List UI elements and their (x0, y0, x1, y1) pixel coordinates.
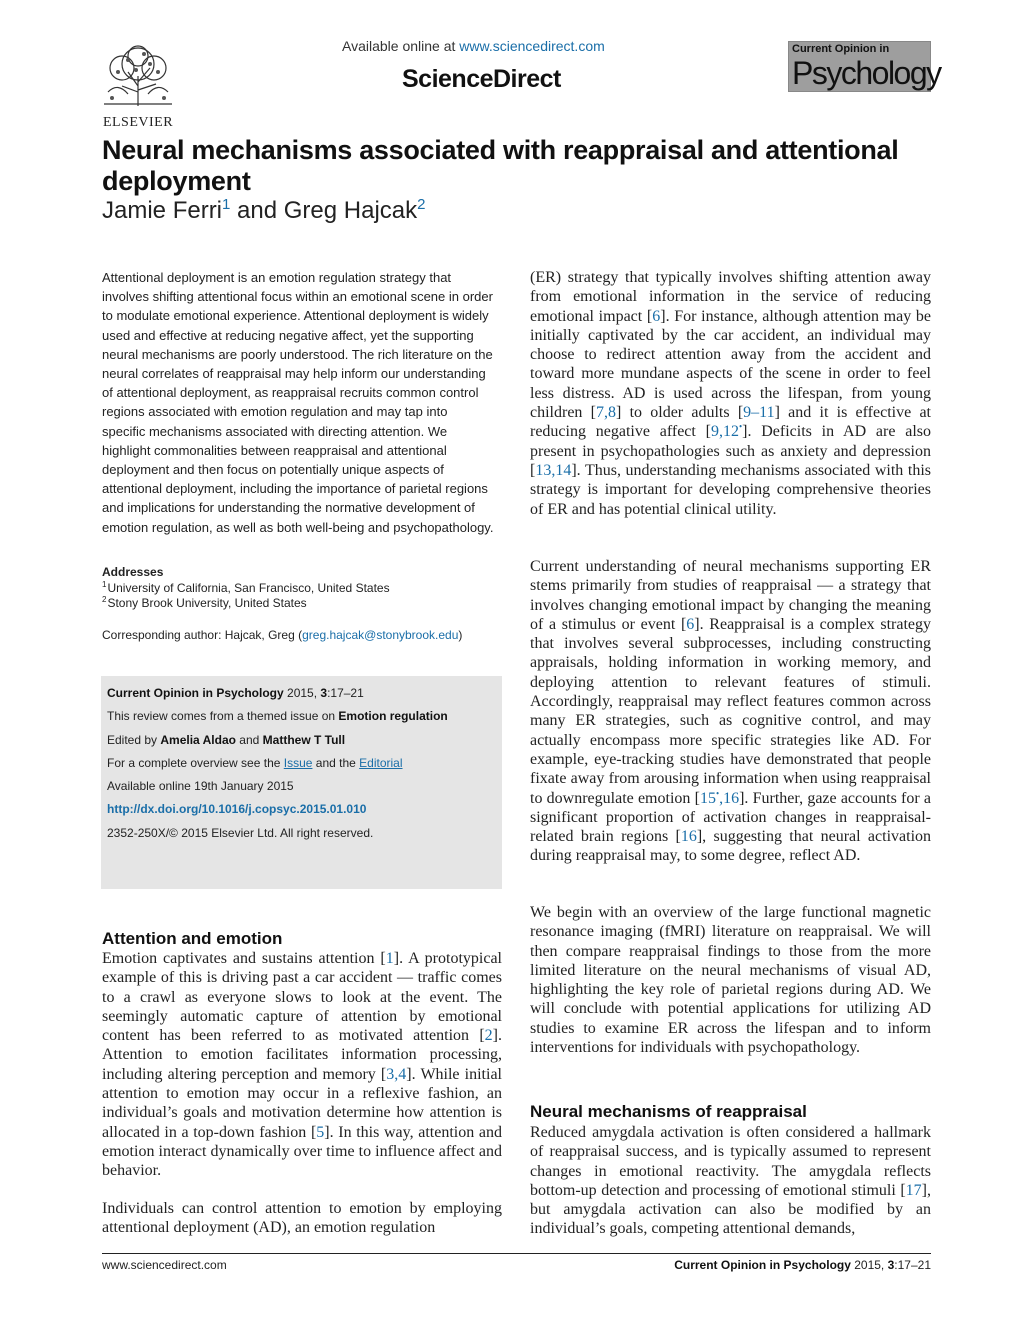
body-paragraph: We begin with an overview of the large functional magnetic resonance imaging (fMRI) literature on reappraisal. We will then compare reappraisal findings to those from the more limited literature on the neural mechanisms of visual AD, highlighting the key role of parietal regions during AD. We will conclude with potential applications for utilizing AD studies to examine ER across the lifespan and to inform interventions for individuals with psychopathology. (530, 904, 931, 1057)
address-2: $^2$ Stony Brook University, United States (102, 595, 307, 610)
themed-issue-line: This review comes from a themed issue on Emotion regulation (107, 709, 448, 724)
address-1: $^1$ University of California, San Francisco, United States (102, 579, 390, 595)
body-paragraph: (ER) strategy that typically involves shifting attention away from emotional information in the service of reducing emotional impact [6]. For instance, although attention may be initially captivated by the car accident, an individual may choose to redirect attention away from the accident and toward more mundane aspects of the scene in order to feel less distress. AD is used across the lifespan, from young children [7,8] to older adults [9–11] and it is effective at reducing negative affect [9,12•]. Deficits in AD are also present in psychopathologies such as anxiety and depression [13,14]. Thus, understanding mechanisms associated with this strategy is important for developing comprehensive theories of ER and has potential clinical utility. (530, 269, 932, 518)
overview-line: For a complete overview see the Issue and the Editorial (107, 755, 403, 770)
article-title: Neural mechanisms associated with reappraisal and attentional deployment (102, 135, 899, 196)
author-2: Greg Hajcak (283, 197, 418, 224)
available-online-line (342, 38, 605, 54)
copyright: 2352-250X/© 2015 Elsevier Ltd. All right reserved. (107, 825, 374, 840)
corresponding-author: Corresponding author: Hajcak, Greg (greg.hajcak@stonybrook.edu) (102, 628, 463, 642)
addresses-heading: Addresses (102, 565, 164, 579)
author-separator: and (230, 197, 284, 224)
journal-logo (788, 41, 941, 92)
elsevier-logo (98, 42, 182, 128)
section-heading-attention: Attention and emotion (102, 929, 283, 948)
abstract: Attentional deployment is an emotion regulation strategy that involves shifting attentional focus within an emotional scene in order to modulate emotional experience. Attentional deployment is widely used and effective at reducing negative affect, yet the supporting neural mechanisms are poorly understood. The rich literature on the neural correlates of reappraisal may help inform our understanding of attentional deployment, as reappraisal recruits common control regions associated with emotion regulation and may tap into specific mechanisms associated with directing attention. We highlight commonalities between reappraisal and attentional deployment and then focus on potentially unique aspects of attentional deployment, including the importance of parietal regions and implications for understanding the normative development of emotion regulation, as well as both well-being and psychopathology. (102, 270, 494, 535)
issue-link[interactable]: Issue (283, 755, 313, 770)
body-paragraph: Reduced amygdala activation is often considered a hallmark of reappraisal success, and is typically assumed to represent changes in emotional reactivity. The amygdala reflects bottom-up detection and processing of emotional stimuli [17], but amygdala activation can also be modified by an individual’s goals, competing attentional demands, (530, 1124, 931, 1238)
sciencedirect-link[interactable]: www.sciencedirect.com (459, 38, 605, 54)
article-info-box (101, 676, 502, 889)
author-2-affiliation[interactable]: 2 (417, 196, 426, 213)
footer-url: www.sciencedirect.com (102, 1258, 227, 1272)
journal-logo-large: Psychology (792, 55, 941, 91)
addresses (102, 565, 494, 612)
editors-line: Edited by Amelia Aldao and Matthew T Tull (107, 732, 346, 747)
editorial-link[interactable]: Editorial (359, 755, 403, 770)
available-prefix: Available online at (342, 38, 456, 54)
email-link[interactable]: greg.hajcak@stonybrook.edu (302, 628, 459, 642)
citation-line: Current Opinion in Psychology 2015, 3:17–21 (107, 686, 364, 700)
doi-link[interactable]: http://dx.doi.org/10.1016/j.copsyc.2015.01.010 (107, 802, 367, 817)
author-1: Jamie Ferri (102, 197, 223, 224)
elsevier-tree-icon (98, 42, 178, 108)
body-paragraph: Individuals can control attention to emotion by employing attentional deployment (AD), an emotion regulation (102, 1200, 502, 1237)
footer-divider (102, 1253, 931, 1254)
journal-logo-small: Current Opinion in (792, 43, 890, 55)
body-paragraph: Current understanding of neural mechanisms supporting ER stems primarily from studies of reappraisal — a strategy that involves changing emotional impact by changing the meaning of a stimulus or event [6]. Reappraisal is a complex strategy that involves several subprocesses, including constructing appraisals, holding information in working memory, and deploying attention to relevant features of stimuli. Accordingly, reappraisal may reflect features common across many ER strategies, such as cognitive control, and may actually encompass more specific strategies like AD. For example, eye-tracking studies have demonstrated that people fixate away from arousing information when using reappraisal to downregulate emotion [15•,16]. Further, gaze accounts for a significant proportion of activation changes in reappraisal-related brain regions [16], suggesting that neural activation during reappraisal may, to some degree, reflect AD. (530, 558, 932, 865)
available-date: Available online 19th January 2015 (107, 779, 294, 794)
sciencedirect-brand: ScienceDirect (402, 65, 561, 93)
footer-citation: Current Opinion in Psychology 2015, 3:17–21 (674, 1258, 931, 1272)
section-heading-neural: Neural mechanisms of reappraisal (530, 1102, 807, 1121)
body-paragraph: Emotion captivates and sustains attention [1]. A prototypical example of this is driving past a car accident — traffic comes to a crawl as everyone slows to look at the event. The seemingly automatic capture of attention by emotional content has been referred to as motivated attention [2]. Attention to emotion facilitates information processing, including altering perception and memory [3,4]. While initial attention to emotion may occur in a reflexive fashion, an individual’s goals and motivation determine how attention is allocated in a top-down fashion [5]. In this way, attention and emotion interact dynamically over time to influence affect and behavior. (102, 950, 502, 1180)
authors (102, 197, 425, 225)
elsevier-wordmark: ELSEVIER (102, 115, 174, 130)
author-1-affiliation[interactable]: 1 (222, 196, 231, 213)
